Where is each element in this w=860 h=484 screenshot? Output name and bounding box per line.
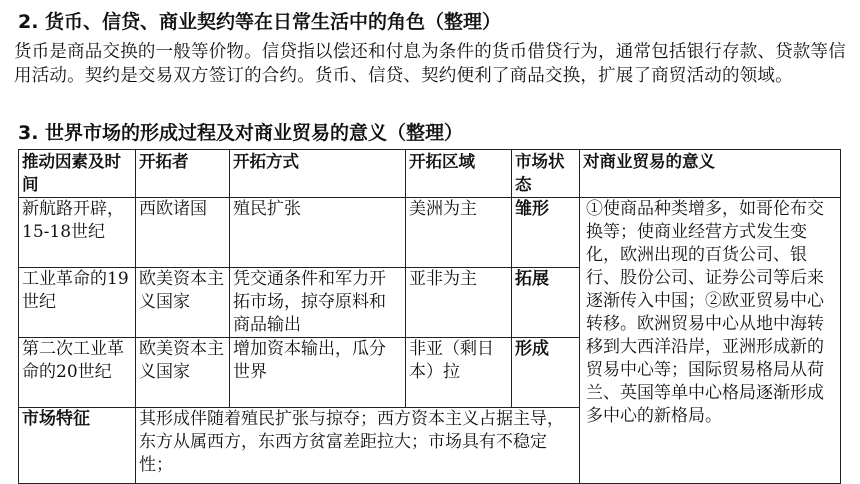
- section-heading-2: 2. 货币、信贷、商业契约等在日常生活中的角色（整理）: [18, 11, 502, 33]
- cell-method: 凭交通条件和军力开拓市场，掠夺原料和商品输出: [230, 268, 406, 338]
- cell-factor: 新航路开辟，15-18世纪: [19, 198, 136, 268]
- cell-state: 雏形: [512, 198, 580, 268]
- cell-factor: 工业革命的19世纪: [19, 268, 136, 338]
- cell-factor: 第二次工业革命的20世纪: [19, 338, 136, 408]
- header-significance: 对商业贸易的意义: [580, 150, 841, 198]
- feature-text: 其形成伴随着殖民扩张与掠夺；西方资本主义占据主导，东方从属西方，东西方贫富差距拉大；市场具有不稳定性；: [136, 408, 580, 484]
- cell-pioneer: 欧美资本主义国家: [136, 338, 230, 408]
- cell-state: 拓展: [512, 268, 580, 338]
- cell-pioneer: 西欧诸国: [136, 198, 230, 268]
- header-pioneer: 开拓者: [136, 150, 230, 198]
- cell-state: 形成: [512, 338, 580, 408]
- cell-region: 非亚（剩日本）拉: [406, 338, 512, 408]
- section-heading-3: 3. 世界市场的形成过程及对商业贸易的意义（整理）: [18, 122, 464, 144]
- header-method: 开拓方式: [230, 150, 406, 198]
- header-factor: 推动因素及时间: [19, 150, 136, 198]
- header-state: 市场状态: [512, 150, 580, 198]
- paragraph-money-credit: 货币是商品交换的一般等价物。信贷指以偿还和付息为条件的货币借贷行为，通常包括银行存款、贷款等信用活动。契约是交易双方签订的合约。货币、信贷、契约便利了商品交换，扩展了商贸活动的领域。: [14, 42, 846, 86]
- feature-label: 市场特征: [19, 408, 136, 484]
- cell-significance: ①使商品种类增多，如哥伦布交换等；使商业经营方式发生变化，欧洲出现的百货公司、银行、股份公司、证券公司等后来逐渐传入中国；②欧亚贸易中心转移。欧洲贸易中心从地中海转移到大西洋沿岸，亚洲形成新的贸易中心等；国际贸易格局从荷兰、英国等单中心格局逐渐形成多中心的新格局。: [580, 198, 841, 484]
- cell-method: 增加资本输出，瓜分世界: [230, 338, 406, 408]
- header-region: 开拓区域: [406, 150, 512, 198]
- world-market-table: [18, 149, 841, 484]
- cell-pioneer: 欧美资本主义国家: [136, 268, 230, 338]
- table-row: [19, 198, 841, 268]
- cell-method: 殖民扩张: [230, 198, 406, 268]
- cell-region: 美洲为主: [406, 198, 512, 268]
- table-header-row: [19, 150, 841, 198]
- cell-region: 亚非为主: [406, 268, 512, 338]
